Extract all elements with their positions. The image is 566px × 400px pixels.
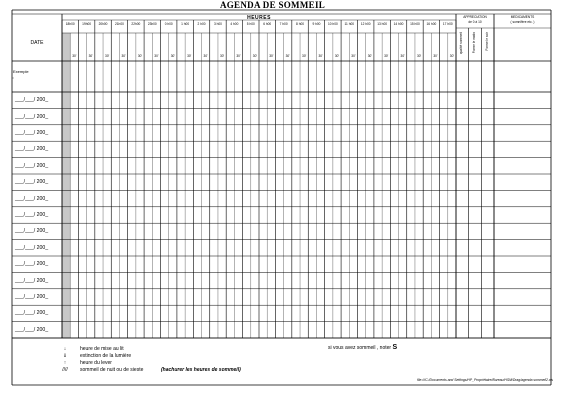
medicaments-subtitle: ( somnifère etc. ) [510,20,535,24]
half-hour-mark: 30' [384,54,389,58]
half-hour-mark: 30' [236,54,241,58]
date-field[interactable]: ___/___/ 200_ [15,195,49,202]
hour-label: 12 h00 [360,22,371,26]
half-hour-mark: 30' [219,54,225,58]
hour-label: 17 h00 [442,22,453,26]
half-hour-mark: 30' [203,54,208,58]
legend-text: heure de mise au lit [80,346,124,352]
half-hour-mark: 30' [400,54,405,58]
date-field[interactable]: ___/___/ 200_ [15,179,49,186]
date-field[interactable]: ___/___/ 200_ [15,277,49,284]
hour-label: 11 h00 [344,22,355,26]
half-hour-mark: 30' [170,54,175,58]
shaded-first-column [62,33,70,338]
date-field[interactable]: ___/___/ 200_ [15,146,49,153]
hours-header-label: HEURES [247,14,271,21]
appreciation-column-label: Forme le soir [484,32,489,51]
half-hour-mark: 30' [351,54,356,58]
page-title: AGENDA DE SOMMEIL [219,0,326,10]
appreciation-subtitle: de 0 à 10 [468,20,482,24]
hour-label: 21h00 [115,22,124,26]
half-hour-mark: 30' [367,54,372,58]
legend-text: sommeil de nuit ou de sieste [80,367,144,373]
appreciation-column-label: Forme le matin [472,32,476,54]
date-field[interactable]: ___/___/ 200_ [15,212,49,218]
date-field[interactable]: ___/___/ 200_ [15,326,49,333]
hour-label: 20h00 [98,22,108,26]
hour-label: 9 h00 [312,22,321,26]
hour-label: 10 h00 [327,22,338,26]
sieste-note: si vous avez sommeil , noter S [328,344,398,351]
legend-symbol: ↓ [63,346,67,352]
half-hour-mark: 30' [252,54,257,58]
date-field[interactable]: ___/___/ 200_ [15,228,49,235]
date-field[interactable]: ___/___/ 200_ [15,130,49,136]
half-hour-mark: 30' [449,54,454,58]
half-hour-mark: 30' [121,54,126,58]
legend-symbol: ⇓ [62,353,68,359]
half-hour-mark: 30' [154,54,159,58]
half-hour-mark: 30' [334,54,340,58]
hour-label: 5 h00 [246,22,255,26]
hour-label: 23h00 [147,22,157,26]
half-hour-mark: 30' [285,54,290,58]
hour-label: 1 h00 [181,22,190,26]
hour-label: 3 h00 [213,22,222,26]
legend-text: extinction de la lumière [80,353,132,359]
date-field[interactable]: ___/___/ 200_ [15,162,49,169]
half-hour-mark: 30' [88,54,93,58]
hour-label: 7 h00 [279,22,288,26]
date-field[interactable]: ___/___/ 200_ [15,310,49,317]
hour-label: 4 h00 [230,22,239,26]
half-hour-mark: 30' [137,54,143,58]
hour-label: 16 h00 [426,22,437,26]
appreciation-title: APPRECIATION [463,15,487,19]
hour-label: 8 h00 [296,22,305,26]
half-hour-mark: 30' [302,54,307,58]
hour-label: 13 h00 [377,22,387,26]
hour-label: 6 h00 [263,22,272,26]
hour-label: 15 h00 [410,22,420,26]
half-hour-mark: 30' [416,54,422,58]
half-hour-mark: 30' [187,54,192,58]
half-hour-mark: 30' [318,54,323,58]
date-field[interactable]: ___/___/ 200_ [15,244,49,251]
half-hour-mark: 30' [72,54,77,58]
hour-label: 14 h00 [393,22,404,26]
legend-note: (hachurer les heures de sommeil) [161,367,241,373]
half-hour-mark: 30' [105,54,110,58]
hour-label: 22h00 [131,22,141,26]
hour-label: 0 h00 [164,22,173,26]
medicaments-title: MEDICAMENTS [510,15,535,19]
legend-symbol: ↑ [63,360,67,366]
footer-file-path: file:///C:/Documents and Settings/HP_Propriétaire/Bureau/HSM/Drag/agenda sommeil2.xls [417,378,553,382]
half-hour-mark: 30' [269,54,274,58]
hour-label: 19h00 [82,22,92,26]
half-hour-mark: 30' [433,54,438,58]
hour-label: 2 h00 [197,22,206,26]
appreciation-column-label: qualité sommeil [459,32,464,55]
date-field[interactable]: ___/___/ 200_ [15,261,49,268]
example-label: Exemple [13,69,29,74]
hour-label: 18h00 [65,22,75,26]
date-header-label: DATE [30,40,44,46]
date-field[interactable]: ___/___/ 200_ [15,113,49,120]
legend-text: heure du lever [80,360,112,366]
legend-symbol: //// [62,367,68,373]
date-field[interactable]: ___/___/ 200_ [15,294,49,300]
date-field[interactable]: ___/___/ 200_ [15,97,49,104]
sieste-symbol: S [392,344,398,351]
